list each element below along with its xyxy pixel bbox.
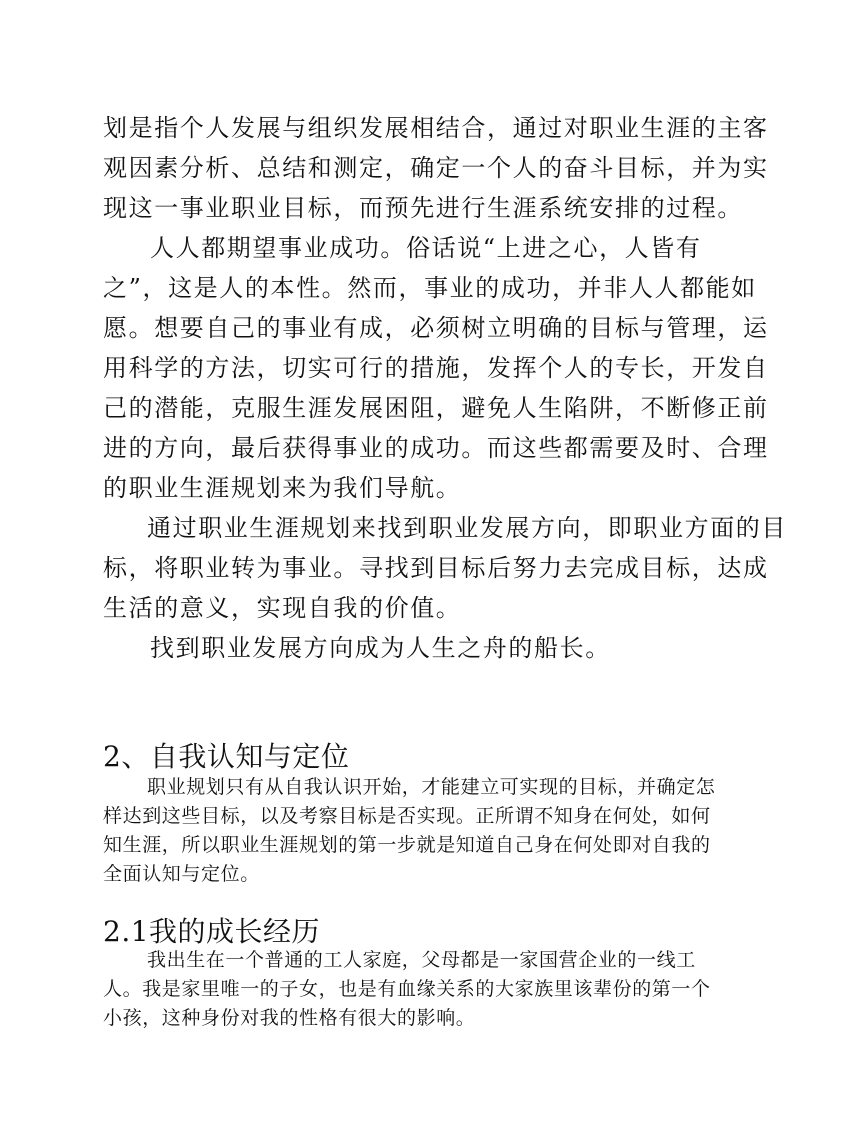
text-line: 我出生在一个普通的工人家庭，父母都是一家国营企业的一线工 [147, 949, 696, 971]
text-line: 样达到这些目标，以及考察目标是否实现。正所谓不知身在何处，如何 [103, 805, 711, 827]
subsection-heading: 2.1我的成长经历 [103, 915, 321, 948]
text-line: 职业规划只有从自我认识开始，才能建立可实现的目标，并确定怎 [147, 776, 716, 798]
text-line: 划是指个人发展与组织发展相结合，通过对职业生涯的主客 [103, 114, 769, 142]
text-line: 通过职业生涯规划来找到职业发展方向，即职业方面的目 [147, 514, 787, 542]
text-line: 生活的意义，实现自我的价值。 [103, 594, 462, 622]
text-line: 人。我是家里唯一的子女，也是有血缘关系的大家族里该辈份的第一个 [103, 978, 711, 1000]
text-line: 己的潜能，克服生涯发展困阻，避免人生陷阱，不断修正前 [103, 394, 769, 422]
text-line: 小孩，这种身份对我的性格有很大的影响。 [103, 1007, 476, 1029]
text-line: 找到职业发展方向成为人生之舟的船长。 [150, 634, 611, 662]
section-heading: 2、自我认知与定位 [103, 740, 350, 773]
text-line: 观因素分析、总结和测定，确定一个人的奋斗目标，并为实 [103, 154, 769, 182]
text-line: 的职业生涯规划来为我们导航。 [103, 474, 462, 502]
text-line: 知生涯，所以职业生涯规划的第一步就是知道自己身在何处即对自我的 [103, 834, 711, 856]
text-line: 标，将职业转为事业。寻找到目标后努力去完成目标，达成 [103, 554, 769, 582]
text-line: 用科学的方法，切实可行的措施，发挥个人的专长，开发自 [103, 354, 769, 382]
text-line: 全面认知与定位。 [103, 863, 260, 885]
text-line: 愿。想要自己的事业有成，必须树立明确的目标与管理，运 [103, 314, 769, 342]
text-line: 现这一事业职业目标，而预先进行生涯系统安排的过程。 [103, 194, 743, 222]
text-line: 之”，这是人的本性。然而，事业的成功，并非人人都能如 [103, 274, 757, 302]
text-line: 人人都期望事业成功。俗话说“上进之心，人皆有 [150, 234, 702, 262]
text-line: 进的方向，最后获得事业的成功。而这些都需要及时、合理 [103, 434, 769, 462]
